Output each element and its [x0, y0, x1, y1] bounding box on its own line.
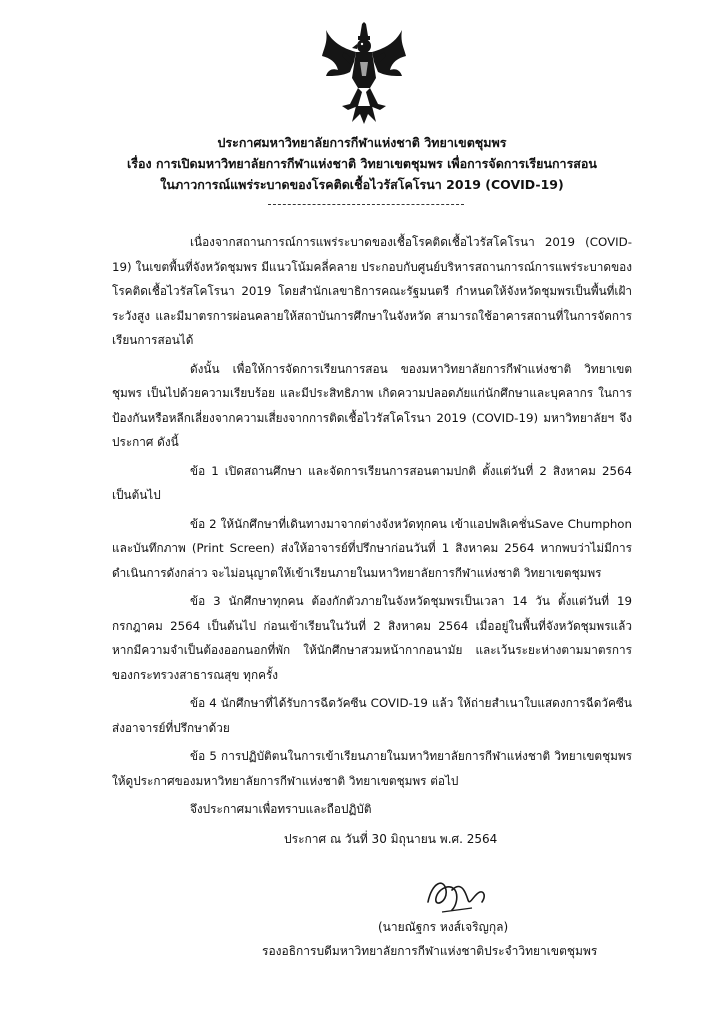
signer-name: (นายณัฐกร หงส์เจริญกุล)	[378, 920, 509, 934]
clause-5: ข้อ 5 การปฏิบัติตนในการเข้าเรียนภายในมหาวิทยาลัยการกีฬาแห่งชาติ วิทยาเขตชุมพร ให้ดูประกาศของมหาวิทยาลัยการกีฬาแห่งชาติ วิทยาเขตชุมพร ต่อไป	[112, 749, 632, 788]
announcement-header	[60, 132, 664, 195]
signer-title: รองอธิการบดีมหาวิทยาลัยการกีฬาแห่งชาติประจำวิทยาเขตชุมพร	[262, 944, 598, 958]
announcement-subject: เรื่อง การเปิดมหาวิทยาลัยการกีฬาแห่งชาติ วิทยาเขตชุมพร เพื่อการจัดการเรียนการสอน	[127, 156, 597, 171]
announcement-subject-cont: ในภาวการณ์แพร่ระบาดของโรคติดเชื้อไวรัสโคโรนา 2019 (COVID-19)	[160, 177, 564, 192]
clause-2: ข้อ 2 ให้นักศึกษาที่เดินทางมาจากต่างจังหวัดทุกคน เข้าแอปพลิเคชั่นSave Chumphon และบันทึกภาพ (Print Screen) ส่งให้อาจารย์ที่ปรึกษาก่อนวันที่ 1 สิงหาคม 2564 หากพบว่าไม่มีการดำเนินการดังกล่าว จะไม่อนุญาตให้เข้าเรียนภายในมหาวิทยาลัยการกีฬาแห่งชาติ วิทยาเขตชุมพร	[112, 516, 632, 580]
clause-3: ข้อ 3 นักศึกษาทุกคน ต้องกักตัวภายในจังหวัดชุมพรเป็นเวลา 14 วัน ตั้งแต่วันที่ 19 กรกฎาคม 2564 เป็นต้นไป ก่อนเข้าเรียนในวันที่ 2 สิงหาคม 2564 เมื่ออยู่ในพื้นที่จังหวัดชุมพรแล้ว หากมีความจำเป็นต้องออกนอกที่พัก ให้นักศึกษาสวมหน้ากากอนามัย และเว้นระยะห่างตามมาตรการของกระทรวงสาธารณสุข ทุกครั้ง	[112, 594, 632, 682]
header-divider	[268, 204, 464, 205]
clause-1: ข้อ 1 เปิดสถานศึกษา และจัดการเรียนการสอนตามปกติ ตั้งแต่วันที่ 2 สิงหาคม 2564 เป็นต้นไป	[112, 463, 632, 502]
signature-icon	[422, 872, 490, 918]
garuda-emblem-icon	[322, 22, 406, 124]
closing-line: จึงประกาศมาเพื่อทราบและถือปฏิบัติ	[190, 802, 372, 816]
announcement-date: ประกาศ ณ วันที่ 30 มิถุนายน พ.ศ. 2564	[284, 832, 498, 846]
clause-4: ข้อ 4 นักศึกษาที่ได้รับการฉีดวัคซีน COVID-19 แล้ว ให้ถ่ายสำเนาใบแสดงการฉีดวัคซีนส่งอาจารย์ที่ปรึกษาด้วย	[112, 696, 632, 735]
paragraph-purpose: ดังนั้น เพื่อให้การจัดการเรียนการสอน ของมหาวิทยาลัยการกีฬาแห่งชาติ วิทยาเขตชุมพร เป็นไปด้วยความเรียบร้อย และมีประสิทธิภาพ เกิดความปลอดภัยแก่นักศึกษาและบุคลากร ในการป้องกันหรือหลีกเลี่ยงจากความเสี่ยงจากการติดเชื้อไวรัสโคโรนา 2019 (COVID-19) มหาวิทยาลัยฯ จึงประกาศ ดังนี้	[112, 361, 632, 449]
paragraph-background: เนื่องจากสถานการณ์การแพร่ระบาดของเชื้อโรคติดเชื้อไวรัสโคโรนา 2019 (COVID-19) ในเขตพื้นที่จังหวัดชุมพร มีแนวโน้มคลี่คลาย ประกอบกับศูนย์บริหารสถานการณ์การแพร่ระบาดของโรคติดเชื้อไวรัสโคโรนา 2019 โดยสำนักเลขาธิการคณะรัฐมนตรี กำหนดให้จังหวัดชุมพรเป็นพื้นที่เฝ้าระวังสูง และมีมาตรการผ่อนคลายให้สถาบันการศึกษาในจังหวัด สามารถใช้อาคารสถานที่ในการจัดการเรียนการสอนได้	[112, 235, 632, 347]
announcement-body	[112, 230, 632, 826]
announcement-title: ประกาศมหาวิทยาลัยการกีฬาแห่งชาติ วิทยาเขตชุมพร	[217, 135, 507, 150]
